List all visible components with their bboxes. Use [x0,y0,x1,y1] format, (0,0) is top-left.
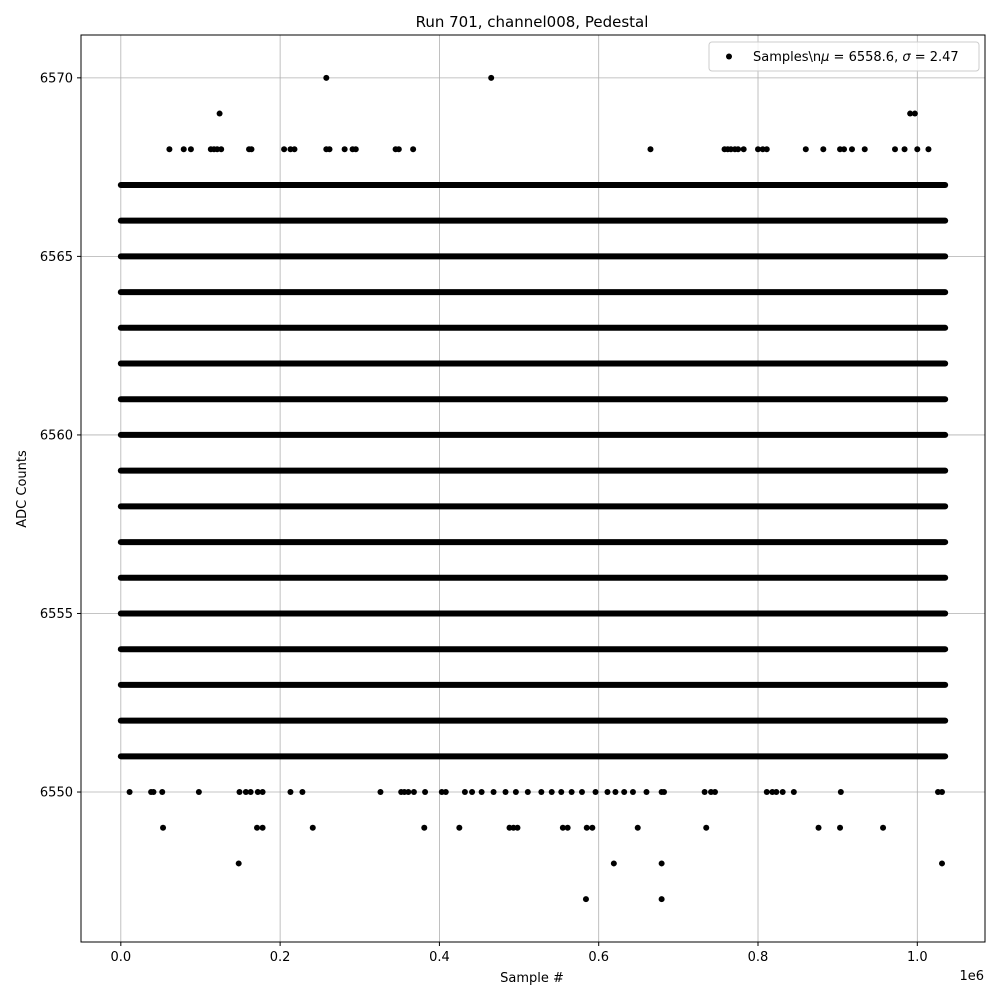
legend-label-part: = 6558.6, [829,50,903,65]
legend-marker [726,54,732,60]
data-point [260,789,266,795]
data-point [181,146,187,152]
data-point [513,789,519,795]
data-point [902,146,908,152]
data-point [323,75,329,81]
data-point [248,146,254,152]
data-point [236,789,242,795]
data-point [849,146,855,152]
data-point [621,789,627,795]
data-point [310,825,316,831]
x-tick-label: 0.2 [269,950,291,965]
y-tick-label: 6560 [39,428,73,444]
data-point [803,146,809,152]
data-point [456,825,462,831]
data-point [422,789,428,795]
data-point [925,146,931,152]
data-point [712,789,718,795]
data-point [188,146,194,152]
data-point [764,789,770,795]
data-point [443,789,449,795]
data-point [659,860,665,866]
data-point [584,825,590,831]
data-point [488,75,494,81]
data-point [604,789,610,795]
x-tick-label: 0.0 [110,950,132,965]
data-point [735,146,741,152]
data-point [127,789,133,795]
data-point [503,789,509,795]
data-point [630,789,636,795]
y-tick-label: 6555 [39,606,73,622]
x-tick-label: 0.4 [429,950,450,965]
data-point [589,825,595,831]
data-point [254,825,260,831]
data-point [196,789,202,795]
x-tick-label: 0.6 [588,950,610,965]
data-point [514,825,520,831]
legend-label-part: Samples\n [753,50,822,65]
data-point [647,146,653,152]
data-point [396,146,402,152]
data-point [405,789,411,795]
data-point [611,860,617,866]
data-point [703,825,709,831]
data-point [291,146,297,152]
data-point [780,789,786,795]
data-point [538,789,544,795]
data-point [287,789,293,795]
data-point [838,789,844,795]
data-point [661,789,667,795]
data-point [939,789,945,795]
data-point [773,789,779,795]
data-point [569,789,575,795]
data-point [643,789,649,795]
data-point [342,146,348,152]
data-point [462,789,468,795]
data-point [741,146,747,152]
data-point [410,146,416,152]
x-axis-offset-label: 1e6 [959,969,984,984]
data-point [411,789,417,795]
data-point [353,146,359,152]
chart-title: Run 701, channel008, Pedestal [415,13,649,31]
x-axis-label: Sample # [500,971,564,986]
data-point [612,789,618,795]
y-tick-label: 6550 [39,785,73,801]
data-point [558,789,564,795]
y-tick-label: 6565 [39,249,73,265]
y-axis-label: ADC Counts [15,450,30,528]
data-point [820,146,826,152]
data-point [579,789,585,795]
legend-label-mu: μ [821,50,830,65]
data-point [421,825,427,831]
data-point [862,146,868,152]
legend-label [753,50,959,65]
data-point [236,860,242,866]
data-point [159,789,165,795]
data-point [327,146,333,152]
legend-label-part: = 2.47 [910,50,959,65]
x-tick-label: 1.0 [906,950,928,965]
data-point [791,789,797,795]
legend [709,42,979,71]
data-point [525,789,531,795]
data-point [160,825,166,831]
data-point [299,789,305,795]
data-point [549,789,555,795]
data-point [565,825,571,831]
data-point [841,146,847,152]
data-point [166,146,172,152]
legend-label-sigma: σ [902,50,911,65]
data-point [816,825,822,831]
data-point [912,111,918,117]
y-tick-label: 6570 [39,71,73,87]
data-point [281,146,287,152]
data-point [260,825,266,831]
data-point [218,146,224,152]
data-point [880,825,886,831]
data-point [939,860,945,866]
data-point [764,146,770,152]
data-point [150,789,156,795]
data-point [837,825,843,831]
data-point [702,789,708,795]
x-tick-label: 0.8 [747,950,769,965]
data-point [377,789,383,795]
data-point [659,896,665,902]
data-point [217,111,223,117]
data-point [479,789,485,795]
data-point [583,896,589,902]
data-point [892,146,898,152]
data-point [593,789,599,795]
data-point [914,146,920,152]
data-point [491,789,497,795]
data-point [469,789,475,795]
data-point [635,825,641,831]
data-point [248,789,254,795]
